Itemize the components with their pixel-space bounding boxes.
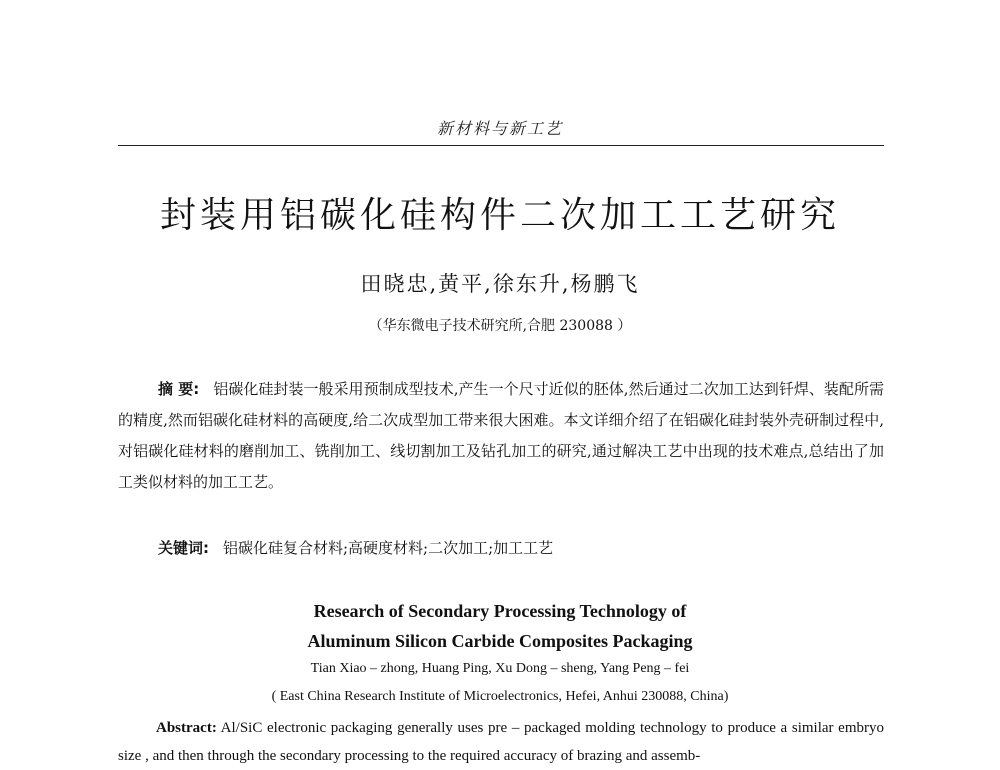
authors-cn: 田晓忠,黄平,徐东升,杨鹏飞 [360, 272, 640, 296]
authors-en: Tian Xiao – zhong, Huang Ping, Xu Dong – sheng, Yang Peng – fei [310, 661, 690, 676]
paper-title-en [0, 596, 1000, 656]
abstract-en-label: Abstract: [156, 720, 217, 736]
paper-title-en-line1: Research of Secondary Processing Technology of [313, 601, 687, 621]
abstract-cn-text: 铝碳化硅封装一般采用预制成型技术,产生一个尺寸近似的胚体,然后通过二次加工达到钎焊、装配所需的精度,然而铝碳化硅材料的高硬度,给二次成型加工带来很大困难。本文详细介绍了在铝碳化硅封装外壳研制过程中,对铝碳化硅材料的磨削加工、铣削加工、线切割加工及钻孔加工的研究,通过解决工艺中出现的技术难点,总结出了加工类似材料的加工工艺。 [118, 380, 884, 491]
abstract-en-text: Al/SiC electronic packaging generally uses pre – packaged molding technology to produce a similar embryo size , and then through the secondary processing to the required accuracy of brazing and assemb- [118, 720, 884, 764]
abstract-en [118, 714, 884, 770]
keywords-cn [158, 533, 884, 564]
abstract-cn [118, 374, 884, 498]
affiliation-en: ( East China Research Institute of Microelectronics, Hefei, Anhui 230088, China) [271, 689, 729, 704]
keywords-cn-label: 关键词: [158, 539, 209, 557]
paper-title-en-line2: Aluminum Silicon Carbide Composites Packaging [307, 631, 693, 651]
paper-title-cn: 封装用铝碳化硅构件二次加工工艺研究 [159, 195, 840, 236]
section-header: 新材料与新工艺 [436, 119, 563, 138]
affiliation-cn: （华东微电子技术研究所,合肥 230088 ） [368, 318, 632, 334]
abstract-cn-label: 摘 要: [158, 380, 200, 398]
header-divider [118, 145, 884, 146]
keywords-cn-text: 铝碳化硅复合材料;高硬度材料;二次加工;加工工艺 [223, 539, 554, 557]
